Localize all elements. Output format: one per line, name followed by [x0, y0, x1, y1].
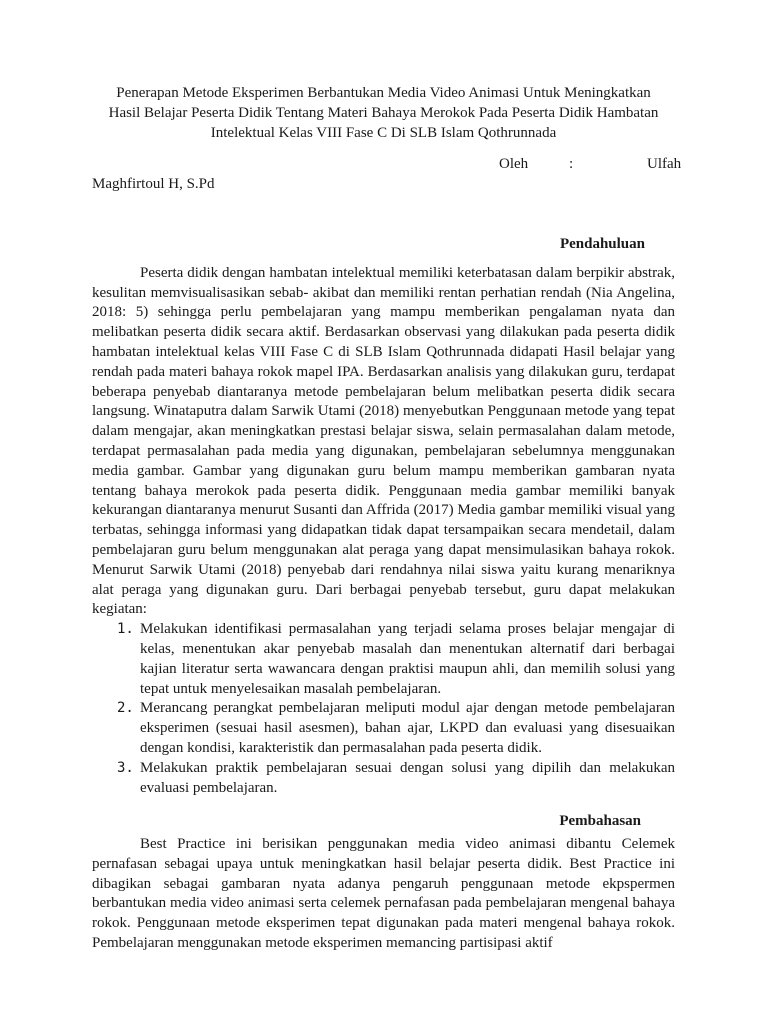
author-block	[92, 155, 682, 175]
list-number: 2.	[117, 700, 134, 717]
list-number: 3.	[117, 759, 134, 776]
list-item-text: Melakukan praktik pembelajaran sesuai dengan solusi yang dipilih dan melakukan evaluasi pembelajaran.	[140, 759, 675, 796]
document-title: Penerapan Metode Eksperimen Berbantukan Media Video Animasi Untuk Meningkatkan Hasil Belajar Peserta Didik Tentang Materi Bahaya Merokok Pada Peserta Didik Hambatan Intelektual Kelas VIII Fase C Di SLB Islam Qothrunnada	[108, 85, 659, 141]
list-number: 1.	[117, 621, 134, 638]
section-heading-pendahuluan: Pendahuluan	[559, 235, 645, 252]
document-page	[92, 84, 682, 954]
activity-list	[92, 620, 675, 798]
list-item	[92, 759, 675, 799]
paragraph-pendahuluan: Peserta didik dengan hambatan intelektual memiliki keterbatasan dalam berpikir abstrak, kesulitan memvisualisasikan sebab- akibat dan memiliki rentan perhatian rendah (Nia Angelina, 2018: 5) sehingga perlu pembelajaran yang mampu memberikan pengalaman nyata dan melibatkan peserta didik secara aktif. Berdasarkan observasi yang dilakukan pada peserta didik hambatan intelektual kelas VIII Fase C di SLB Islam Qothrunnada didapati Hasil belajar yang rendah pada materi bahaya rokok mapel IPA. Berdasarkan analisis yang dilakukan guru, terdapat beberapa penyebab diantaranya metode pembelajaran belum melibatkan peserta didik secara langsung. Winataputra dalam Sarwik Utami (2018) menyebutkan Penggunaan metode yang tepat dalam mengajar, akan meningkatkan prestasi belajar siswa, selain permasalahan dalam metode, terdapat permasalahan pada media yang digunakan, pembelajaran sebelumnya menggunakan media gambar. Gambar yang digunakan guru belum mampu memberikan gambaran nyata tentang bahaya merokok pada peserta didik. Penggunaan media gambar memiliki banyak kekurangan diantaranya menurut Susanti dan Affrida (2017) Media gambar memiliki visual yang terbatas, sehingga informasi yang didapatkan tidak dapat tersampaikan secara mendetail, dalam pembelajaran guru belum menggunakan alat peraga yang dapat mensimulasikan bahaya rokok. Menurut Sarwik Utami (2018) penyebab dari rendahnya nilai siswa yaitu kurang menariknya alat peraga yang digunakan guru. Dari berbagai penyebab tersebut, guru dapat melakukan kegiatan:	[92, 264, 675, 618]
author-name-rest: Maghfirtoul H, S.Pd	[92, 176, 215, 193]
author-line	[92, 155, 682, 175]
author-separator: :	[569, 156, 574, 173]
author-label: Oleh	[499, 156, 529, 173]
section-heading-pembahasan: Pembahasan	[559, 813, 641, 830]
author-first-name: Ulfah	[647, 156, 682, 173]
paragraph-pembahasan: Best Practice ini berisikan penggunakan media video animasi dibantu Celemek pernafasan sebagai upaya untuk meningkatkan hasil belajar peserta didik. Best Practice ini dibagikan sebagai gambaran nyata adanya pengaruh penggunaan metode ekpspermen berbantukan media video animasi serta celemek pernafasan pada pembelajaran mengenal bahaya rokok. Penggunaan metode eksperimen tepat digunakan pada materi mengenal bahaya rokok. Pembelajaran menggunakan metode eksperimen memancing partisipasi aktif	[92, 836, 675, 952]
list-item	[92, 620, 675, 699]
list-item-text: Melakukan identifikasi permasalahan yang terjadi selama proses belajar mengajar di kelas, menentukan akar penyebab masalah dan menentukan alternatif dari berbagai kajian literatur serta wawancara dengan praktisi maupun ahli, dan memilih solusi yang tepat untuk menyelesaikan masalah pembelajaran.	[140, 621, 675, 697]
list-item	[92, 699, 675, 758]
list-item-text: Merancang perangkat pembelajaran meliputi modul ajar dengan metode pembelajaran eksperimen (sesuai hasil asesmen), bahan ajar, LKPD dan evaluasi yang disesuaikan dengan kondisi, karakteristik dan permasalahan pada peserta didik.	[140, 700, 675, 756]
